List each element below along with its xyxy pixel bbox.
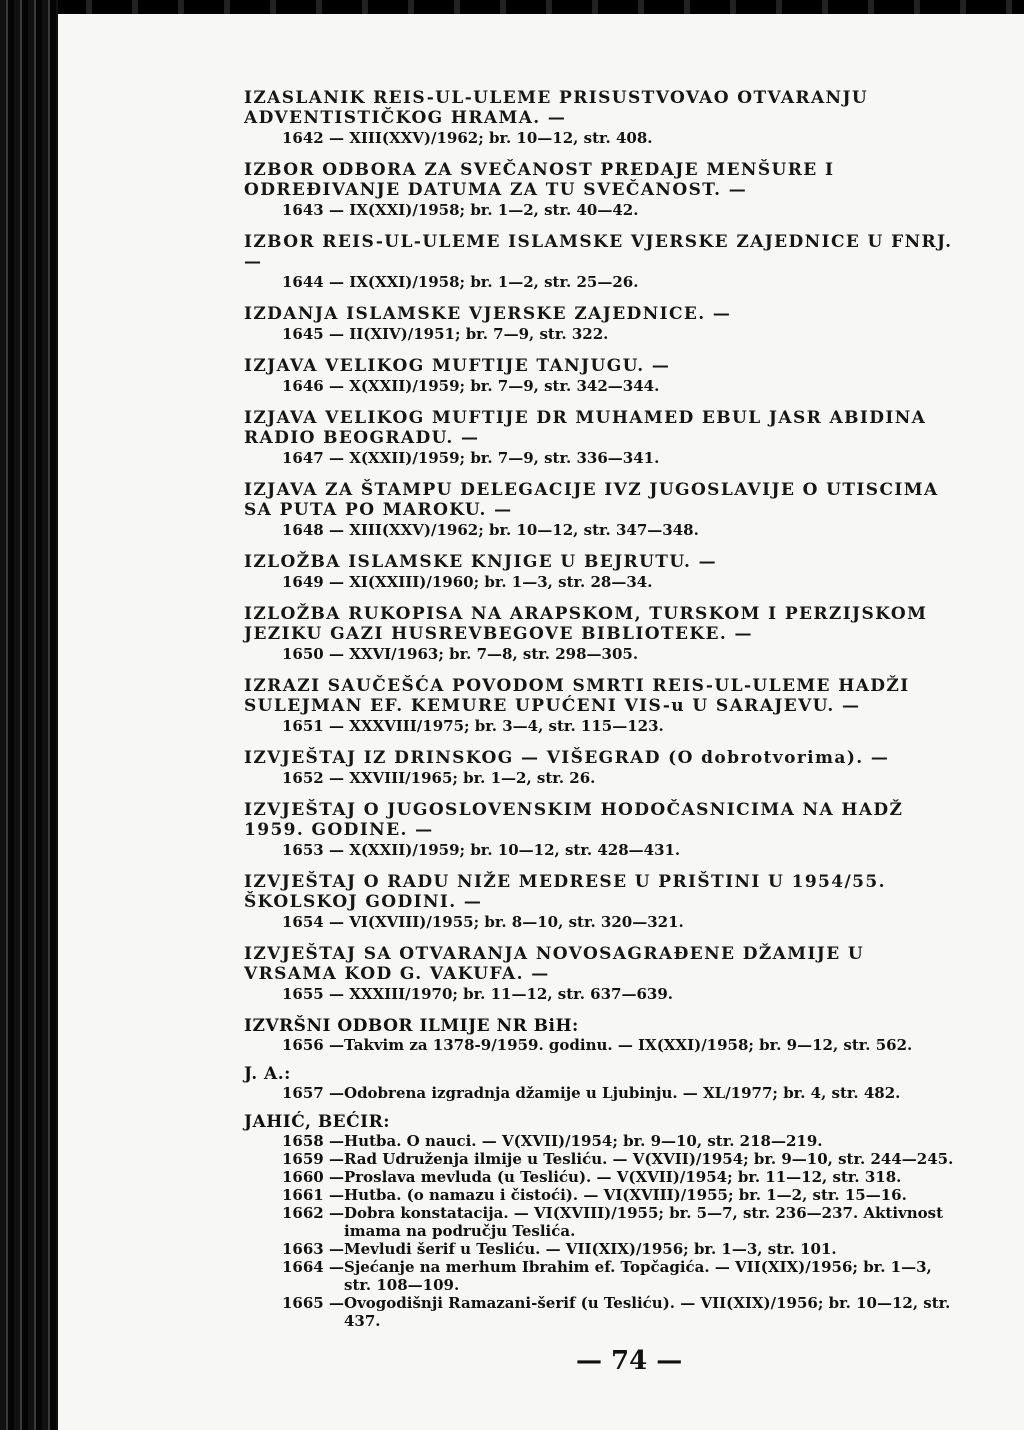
entry-reference: 1644 — IX(XXI)/1958; br. 1—2, str. 25—26.: [282, 273, 639, 291]
author-item: [244, 1294, 960, 1330]
entry-title: IZLOŽBA RUKOPISA NA ARAPSKOM, TURSKOM I PERZIJSKOM JEZIKU GAZI HUSREVBEGOVE BIBLIOTEKE. —: [244, 604, 928, 644]
item-number: 1665 —: [282, 1294, 344, 1312]
bibliography-entry: [244, 676, 960, 736]
author-item: [244, 1186, 960, 1204]
bibliography-entry: [244, 480, 960, 540]
author-block: [244, 1016, 960, 1054]
author-heading: J. A.:: [244, 1064, 291, 1084]
item-text: Mevludi šerif u Tesliću. — VII(XIX)/1956; br. 1—3, str. 101.: [344, 1240, 837, 1258]
author-item: [244, 1132, 960, 1150]
entry-title: IZDANJA ISLAMSKE VJERSKE ZAJEDNICE. —: [244, 304, 732, 324]
entry-title: IZBOR REIS-UL-ULEME ISLAMSKE VJERSKE ZAJEDNICE U FNRJ. —: [244, 232, 953, 272]
author-heading: JAHIĆ, BEĆIR:: [244, 1112, 391, 1132]
item-text: Ovogodišnji Ramazani-šerif (u Tesliću). — VII(XIX)/1956; br. 10—12, str. 437.: [344, 1294, 951, 1330]
item-text: Proslava mevluda (u Tesliću). — V(XVII)/1954; br. 11—12, str. 318.: [344, 1168, 902, 1186]
author-item: [244, 1258, 960, 1294]
item-number: 1658 —: [282, 1132, 344, 1150]
entry-title: IZJAVA VELIKOG MUFTIJE TANJUGU. —: [244, 356, 671, 376]
entry-reference: 1652 — XXVIII/1965; br. 1—2, str. 26.: [282, 769, 596, 787]
author-item: [244, 1240, 960, 1258]
entry-title: IZLOŽBA ISLAMSKE KNJIGE U BEJRUTU. —: [244, 552, 718, 572]
entry-reference: 1642 — XIII(XXV)/1962; br. 10—12, str. 408.: [282, 129, 653, 147]
entry-reference: 1648 — XIII(XXV)/1962; br. 10—12, str. 347—348.: [282, 521, 699, 539]
author-item: [244, 1204, 960, 1240]
entry-reference: 1647 — X(XXII)/1959; br. 7—9, str. 336—341.: [282, 449, 660, 467]
entry-reference: 1655 — XXXIII/1970; br. 11—12, str. 637—639.: [282, 985, 673, 1003]
bibliography-entry: [244, 604, 960, 664]
page-number: — 74 —: [576, 1346, 683, 1376]
item-number: 1663 —: [282, 1240, 344, 1258]
entry-title: IZVJEŠTAJ O RADU NIŽE MEDRESE U PRIŠTINI U 1954/55. ŠKOLSKOJ GODINI. —: [244, 872, 886, 912]
entry-title: IZVJEŠTAJ IZ DRINSKOG — VIŠEGRAD (O dobrotvorima). —: [244, 748, 890, 768]
bibliography-entry: [244, 232, 960, 292]
entry-reference: 1651 — XXXVIII/1975; br. 3—4, str. 115—123.: [282, 717, 664, 735]
entry-reference: 1645 — II(XIV)/1951; br. 7—9, str. 322.: [282, 325, 609, 343]
entry-title: IZJAVA ZA ŠTAMPU DELEGACIJE IVZ JUGOSLAVIJE O UTISCIMA SA PUTA PO MAROKU. —: [244, 480, 939, 520]
entry-reference: 1654 — VI(XVIII)/1955; br. 8—10, str. 320—321.: [282, 913, 684, 931]
author-item: [244, 1168, 960, 1186]
item-number: 1664 —: [282, 1258, 344, 1276]
item-text: Hutba. O nauci. — V(XVII)/1954; br. 9—10, str. 218—219.: [344, 1132, 823, 1150]
entry-title: IZVJEŠTAJ O JUGOSLOVENSKIM HODOČASNICIMA NA HADŽ 1959. GODINE. —: [244, 800, 904, 840]
bibliography-entry: [244, 748, 960, 788]
entry-title: IZVJEŠTAJ SA OTVARANJA NOVOSAGRAĐENE DŽAMIJE U VRSAMA KOD G. VAKUFA. —: [244, 944, 865, 984]
bibliography-entry: [244, 552, 960, 592]
bibliography-entry: [244, 304, 960, 344]
item-number: 1659 —: [282, 1150, 344, 1168]
item-number: 1656 —: [282, 1036, 344, 1054]
bibliography-entry: [244, 160, 960, 220]
bibliography-entry: [244, 356, 960, 396]
bibliography-list: [244, 88, 960, 1340]
entry-reference: 1643 — IX(XXI)/1958; br. 1—2, str. 40—42.: [282, 201, 639, 219]
bibliography-entry: [244, 408, 960, 468]
item-text: Hutba. (o namazu i čistoći). — VI(XVIII)/1955; br. 1—2, str. 15—16.: [344, 1186, 907, 1204]
item-number: 1657 —: [282, 1084, 344, 1102]
entry-reference: 1649 — XI(XXIII)/1960; br. 1—3, str. 28—34.: [282, 573, 653, 591]
item-number: 1660 —: [282, 1168, 344, 1186]
item-number: 1662 —: [282, 1204, 344, 1222]
item-text: Odobrena izgradnja džamije u Ljubinju. — XL/1977; br. 4, str. 482.: [344, 1084, 901, 1102]
entry-reference: 1653 — X(XXII)/1959; br. 10—12, str. 428—431.: [282, 841, 681, 859]
bibliography-entry: [244, 944, 960, 1004]
author-heading: IZVRŠNI ODBOR ILMIJE NR BiH:: [244, 1016, 579, 1036]
bibliography-entry: [244, 88, 960, 148]
author-item: [244, 1084, 960, 1102]
bibliography-entry: [244, 800, 960, 860]
entry-title: IZJAVA VELIKOG MUFTIJE DR MUHAMED EBUL JASR ABIDINA RADIO BEOGRADU. —: [244, 408, 927, 448]
item-text: Sjećanje na merhum Ibrahim ef. Topčagića. — VII(XIX)/1956; br. 1—3, str. 108—109.: [344, 1258, 932, 1294]
author-item: [244, 1036, 960, 1054]
entry-title: IZRAZI SAUČEŠĆA POVODOM SMRTI REIS-UL-ULEME HADŽI SULEJMAN EF. KEMURE UPUĆENI VIS-u U SARAJEVU. —: [244, 676, 910, 716]
author-block: [244, 1112, 960, 1330]
item-number: 1661 —: [282, 1186, 344, 1204]
item-text: Dobra konstatacija. — VI(XVIII)/1955; br. 5—7, str. 236—237. Aktivnost imama na području Teslića.: [344, 1204, 944, 1240]
item-text: Takvim za 1378-9/1959. godinu. — IX(XXI)/1958; br. 9—12, str. 562.: [344, 1036, 913, 1054]
author-item: [244, 1150, 960, 1168]
scan-left-edge: [0, 0, 58, 1430]
bibliography-entry: [244, 872, 960, 932]
scan-top-edge: [0, 0, 1024, 14]
entry-reference: 1646 — X(XXII)/1959; br. 7—9, str. 342—344.: [282, 377, 660, 395]
entry-title: IZASLANIK REIS-UL-ULEME PRISUSTVOVAO OTVARANJU ADVENTISTIČKOG HRAMA. —: [244, 88, 869, 128]
entry-title: IZBOR ODBORA ZA SVEČANOST PREDAJE MENŠURE I ODREĐIVANJE DATUMA ZA TU SVEČANOST. —: [244, 160, 835, 200]
entry-reference: 1650 — XXVI/1963; br. 7—8, str. 298—305.: [282, 645, 639, 663]
item-text: Rad Udruženja ilmije u Tesliću. — V(XVII)/1954; br. 9—10, str. 244—245.: [344, 1150, 954, 1168]
author-block: [244, 1064, 960, 1102]
